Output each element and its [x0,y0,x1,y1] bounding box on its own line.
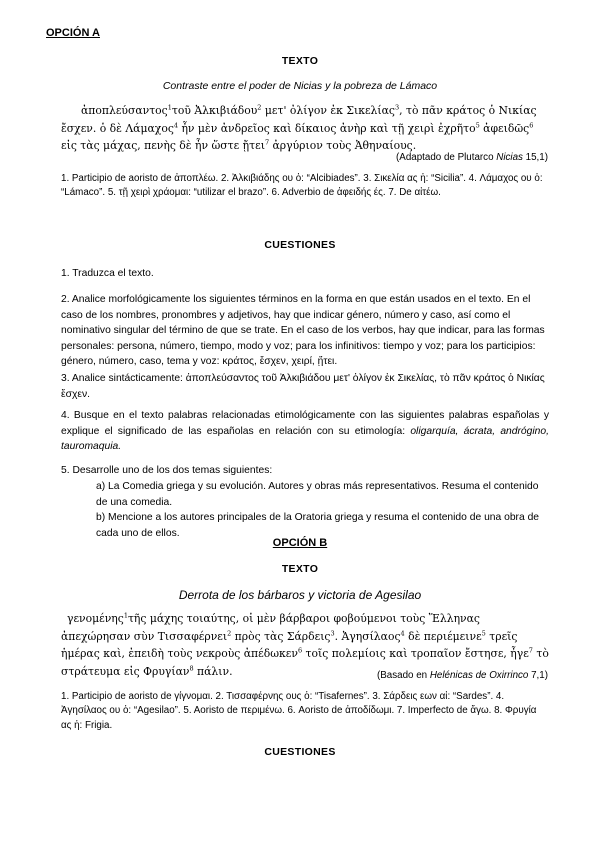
option-b-greek-footnote-marker: 6 [297,646,303,655]
option-b-subtitle: Derrota de los bárbaros y victoria de Agesilao [178,588,422,602]
option-a-source-prefix: (Adaptado de Plutarco [396,152,497,163]
option-a-greek-text [61,102,549,155]
option-b-cuestiones-label: CUESTIONES [264,746,336,758]
option-a-notes: 1. Participio de aoristo de ἀποπλέω. 2. Ἀλκιβιάδης ου ὁ: “Alcibiades”. 3. Σικελία ας ἡ: “Sicilia”. 4. Λάμαχος ου ὁ: “Lámaco”. 5. τῇ χειρὶ χράομαι: “utilizar el brazo”. 6. Adverbio de ἀφειδής ές. 7. De αἰτέω. [61,173,543,199]
option-b-greek-text-segment: τὸ στράτευμα εἰς Φρυγίαν [61,647,549,678]
option-b-greek-text-segment: τρεῖς ἡμέρας καὶ, ἐπειδὴ τοὺς νεκροὺς ἀπέδωκεν [61,629,518,660]
option-a-greek-footnote-marker: 3 [394,103,400,112]
option-a-greek-text-segment: , τὸ πᾶν κράτος ὁ Νικίας ἔσχεν. ὁ δὲ Λάμαχος [61,104,537,135]
option-a-cuestiones-label: CUESTIONES [264,239,336,251]
question-4-text: 4. Busque en el texto palabras relacionadas etimológicamente con las siguientes palabras españolas y explique el significado de las españolas en relación con su etimología: [61,410,549,437]
option-a-greek-text-segment: ἀφειδῶς [479,121,530,135]
option-b-source-suffix: 7,1) [528,670,548,681]
option-b-notes: 1. Participio de aoristo de γίγνομαι. 2. Τισσαφέρνης ους ὁ: “Tisafernes”. 3. Σάρδεις εων αἱ: “Sardes”. 4. Ἀγησίλαος ου ὁ: “Agesilao”. 5. Aoristo de περιμένω. 6. Aoristo de ἀποδίδωμι. 7. Imperfecto de ἄγω. 8. Φρυγία ας ἡ: Frigia. [61,691,537,731]
option-a-subtitle: Contraste entre el poder de Nicias y la pobreza de Lámaco [162,80,438,92]
option-a-source-work: Nicias [496,152,523,163]
option-a-greek-text-segment: ἦν μὲν ἀνδρεῖος καὶ δίκαιος ἀνὴρ καὶ τῇ χειρὶ ἐχρῆτο [178,121,476,135]
option-b-greek-text-segment: πρὸς τὰς Σάρδεις [231,629,331,643]
question-5: 5. Desarrolle uno de los dos temas siguientes: [61,465,273,476]
option-b-greek-footnote-marker: 5 [481,628,486,637]
question-4 [61,408,549,455]
question-5a: a) La Comedia griega y su evolución. Autores y obras más representativos. Resuma el contenido de una comedia. [96,481,539,508]
option-b-texto-label: TEXTO [281,563,319,575]
option-b-source-work: Helénicas de Oxirrinco [429,670,529,681]
option-b-greek-text-segment: δὲ περιέμεινε [404,629,482,643]
question-3: 3. Analice sintácticamente: ἀποπλεύσαντος τοῦ Ἀλκιβιάδου μετ' ὀλίγον ἐκ Σικελίας, τὸ πᾶν κράτος ὁ Νικίας ἔσχεν. [61,373,545,400]
option-a-greek-footnote-marker: 2 [257,103,262,112]
option-a-greek-footnote-marker: 1 [167,103,172,112]
option-a-greek-text-segment: ἀργύριον τοὺς Ἀθηναίους. [269,139,417,152]
option-b-source-prefix: (Basado en [376,670,430,681]
option-b-greek-text-segment: γενομένης [67,612,124,625]
option-b-greek-text-segment: . Ἀγησίλαος [334,629,401,643]
option-b-source [377,669,548,683]
option-a-greek-text-segment: εἰς τὰς μάχας, πενὴς δὲ ἦν ὥστε ᾔτει [61,139,265,152]
option-a-texto-label: TEXTO [281,55,319,67]
option-a-greek-text-segment: τοῦ Ἀλκιβιάδου [171,104,258,117]
option-a-greek-text-segment: μετ' ὀλίγον ἐκ Σικελίας [261,104,395,117]
option-b-greek-footnote-marker: 3 [330,628,335,637]
option-b-greek-footnote-marker: 4 [400,628,405,637]
option-a-greek-footnote-marker: 4 [173,120,179,129]
question-5b: b) Mencione a los autores principales de la Oratoria griega y resuma el contenido de una obra de cada uno de ellos. [96,512,540,539]
option-a-greek-footnote-marker: 6 [529,120,534,129]
question-4-words: oligarquía, ácrata, andrógino, tauromaquia. [61,425,549,453]
option-b-greek-footnote-marker: 2 [227,628,232,637]
option-a-greek-footnote-marker: 7 [264,138,270,147]
option-b-greek-footnote-marker: 7 [528,646,533,655]
question-1: 1. Traduzca el texto. [61,268,154,279]
option-a-greek-text-segment: ἀποπλεύσαντος [81,104,168,117]
option-a-source [396,151,548,165]
option-a-heading: OPCIÓN A [46,27,100,39]
option-b-greek-text-segment: τῆς μάχης τοιαύτης, οἱ μὲν βάρβαροι φοβούμενοι τοὺς Ἕλληνας ἀπεχώρησαν σὺν Τισσαφέρνει [61,612,480,643]
option-b-heading: OPCIÓN B [272,537,328,549]
option-b-greek-text-segment: πάλιν. [193,664,233,678]
option-b-greek-footnote-marker: 1 [123,611,128,620]
option-b-greek-footnote-marker: 8 [189,663,194,672]
option-a-greek-footnote-marker: 5 [475,120,480,129]
option-a-source-suffix: 15,1) [522,152,548,163]
question-2: 2. Analice morfológicamente los siguientes términos en la forma en que están usados en el texto. En el caso de los nombres, pronombres y adjetivos, hay que indicar género, número y caso, así como el nominativo singular del término de que se trate. En el caso de los verbos, hay que indicar, para las formas personales: persona, número, tiempo, modo y voz; para los infinitivos: tiempo y voz; para los participios: género, número, caso, tema y voz: κράτος, ἔσχεν, χειρί, ᾔτει. [61,294,545,368]
option-b-greek-text-segment: τοῖς πολεμίοις καὶ τροπαῖον ἔστησε, ἦγε [302,647,529,660]
